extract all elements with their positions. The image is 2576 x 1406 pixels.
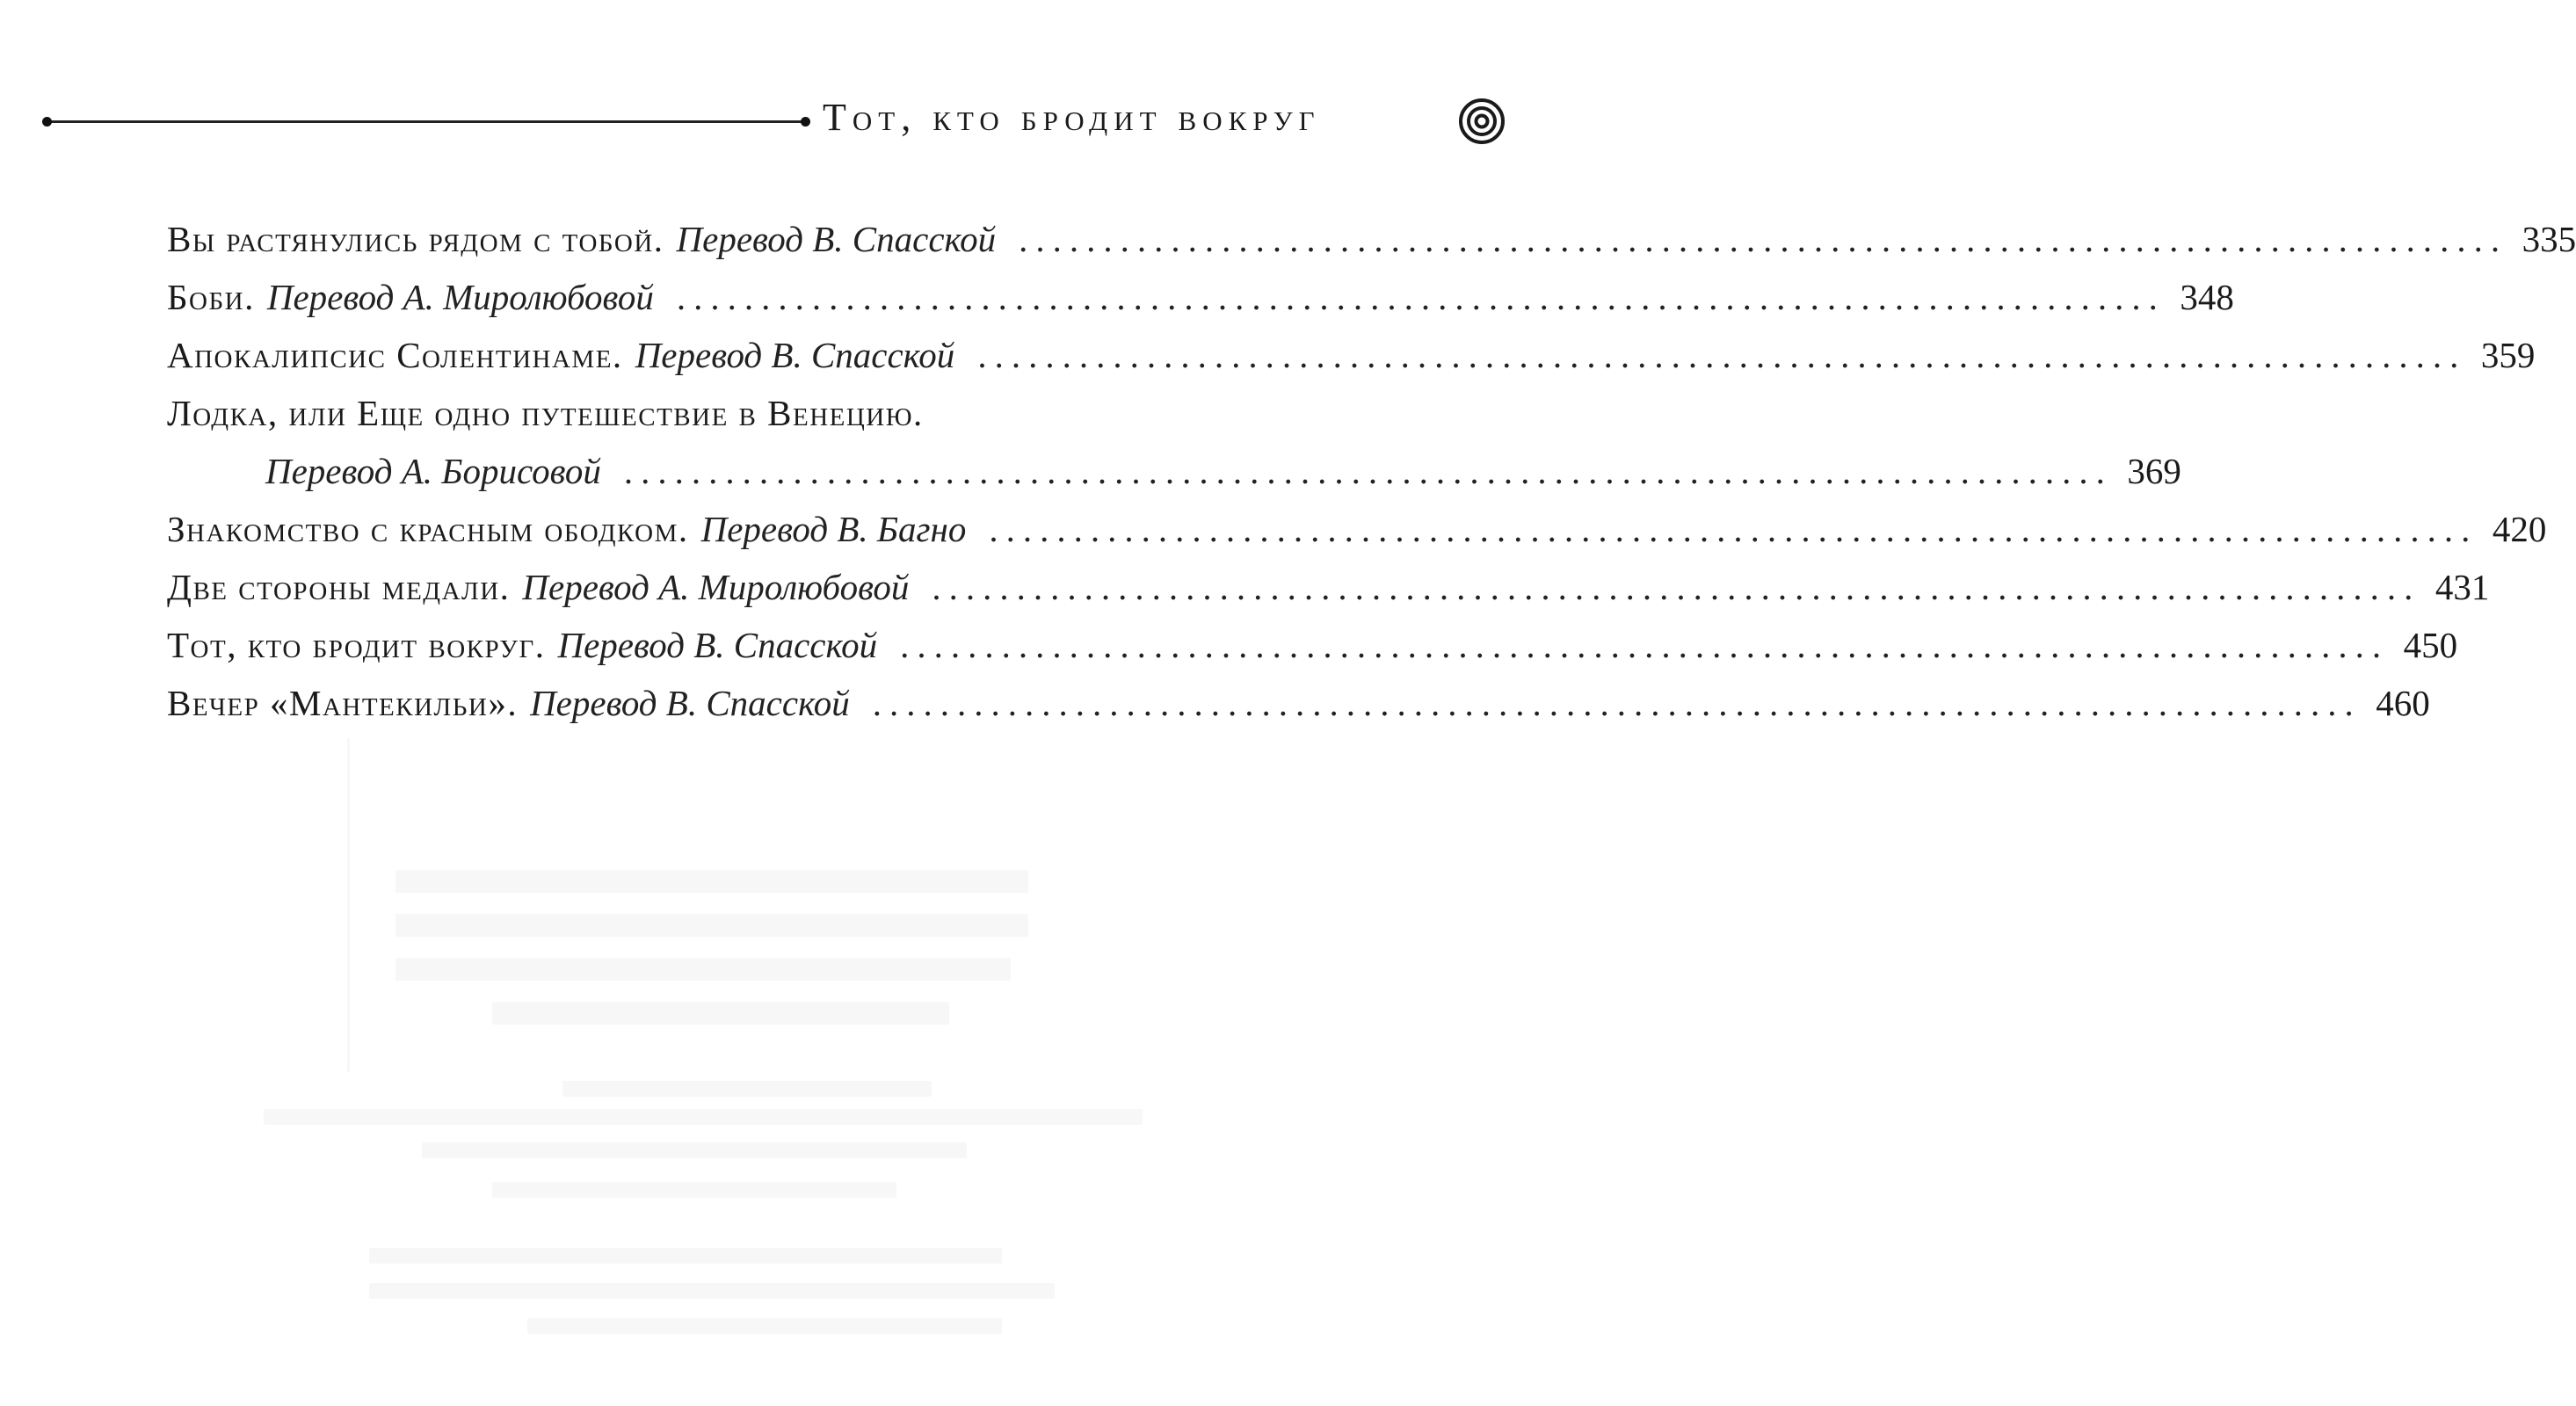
toc-entry bbox=[167, 508, 2547, 566]
toc-entry-page: 420 bbox=[2492, 509, 2547, 549]
dot-leader: ........................................................................................ bbox=[623, 451, 2113, 491]
toc-entry-title: Вечер «Мантекильи». bbox=[167, 683, 519, 723]
toc-entry bbox=[167, 624, 2458, 682]
toc-entry-translator: Перевод А. Миролюбовой bbox=[266, 277, 654, 317]
toc-entry-continuation bbox=[167, 450, 2181, 508]
toc-entry-translator: Перевод В. Спасской bbox=[557, 625, 878, 665]
toc-entry-title: Вы растянулись рядом с тобой. bbox=[167, 219, 664, 259]
dot-leader: ........................................................................................ bbox=[900, 625, 2390, 665]
toc-entry bbox=[167, 334, 2536, 392]
toc-entry-translator: Перевод В. Спасской bbox=[530, 683, 850, 723]
toc-entry bbox=[167, 218, 2576, 276]
toc-entry-title: Лодка, или Еще одно путешествие в Венецию. bbox=[167, 393, 924, 433]
header-rule-end-dot bbox=[42, 117, 52, 127]
running-header bbox=[42, 95, 1501, 148]
toc-entry-page: 369 bbox=[2127, 451, 2181, 491]
toc-entry-translator: Перевод В. Спасской bbox=[635, 335, 955, 375]
toc-entry-translator: Перевод А. Борисовой bbox=[265, 451, 601, 491]
header-rule-end-dot bbox=[801, 117, 810, 127]
dot-leader: ........................................................................................ bbox=[1019, 219, 2508, 259]
toc-entry-title: Апокалипсис Солентинаме. bbox=[167, 335, 623, 375]
header-rule bbox=[47, 120, 803, 123]
toc-entry-translator: Перевод В. Спасской bbox=[676, 219, 997, 259]
dot-leader: ........................................................................................ bbox=[872, 683, 2362, 723]
toc-entry bbox=[167, 276, 2234, 334]
toc-entry-page: 335 bbox=[2522, 219, 2576, 259]
toc-entry-page: 431 bbox=[2435, 567, 2490, 607]
running-header-title: Тот, кто бродит вокруг bbox=[823, 96, 1321, 139]
toc-entry-page: 359 bbox=[2480, 335, 2536, 375]
spiral-icon bbox=[1457, 97, 1506, 146]
toc-entry bbox=[167, 392, 1415, 450]
toc-entry-title: Две стороны медали. bbox=[167, 567, 511, 607]
dot-leader: ........................................................................................ bbox=[977, 335, 2467, 375]
toc-entry-title: Знакомство с красным ободком. bbox=[167, 509, 689, 549]
toc-entry-page: 460 bbox=[2376, 683, 2430, 723]
toc-entry bbox=[167, 682, 2430, 740]
dot-leader: ........................................................................................ bbox=[676, 277, 2166, 317]
toc-entry-title: Тот, кто бродит вокруг. bbox=[167, 625, 546, 665]
toc-entry-translator: Перевод В. Багно bbox=[700, 509, 967, 549]
table-of-contents bbox=[167, 218, 2576, 740]
toc-entry-title: Боби. bbox=[167, 277, 255, 317]
dot-leader: ........................................................................................ bbox=[932, 567, 2421, 607]
toc-entry-translator: Перевод А. Миролюбовой bbox=[522, 567, 910, 607]
dot-leader: ........................................................................................ bbox=[989, 509, 2478, 549]
toc-entry-page: 450 bbox=[2403, 625, 2458, 665]
toc-entry bbox=[167, 566, 2490, 624]
toc-entry-page: 348 bbox=[2180, 277, 2234, 317]
